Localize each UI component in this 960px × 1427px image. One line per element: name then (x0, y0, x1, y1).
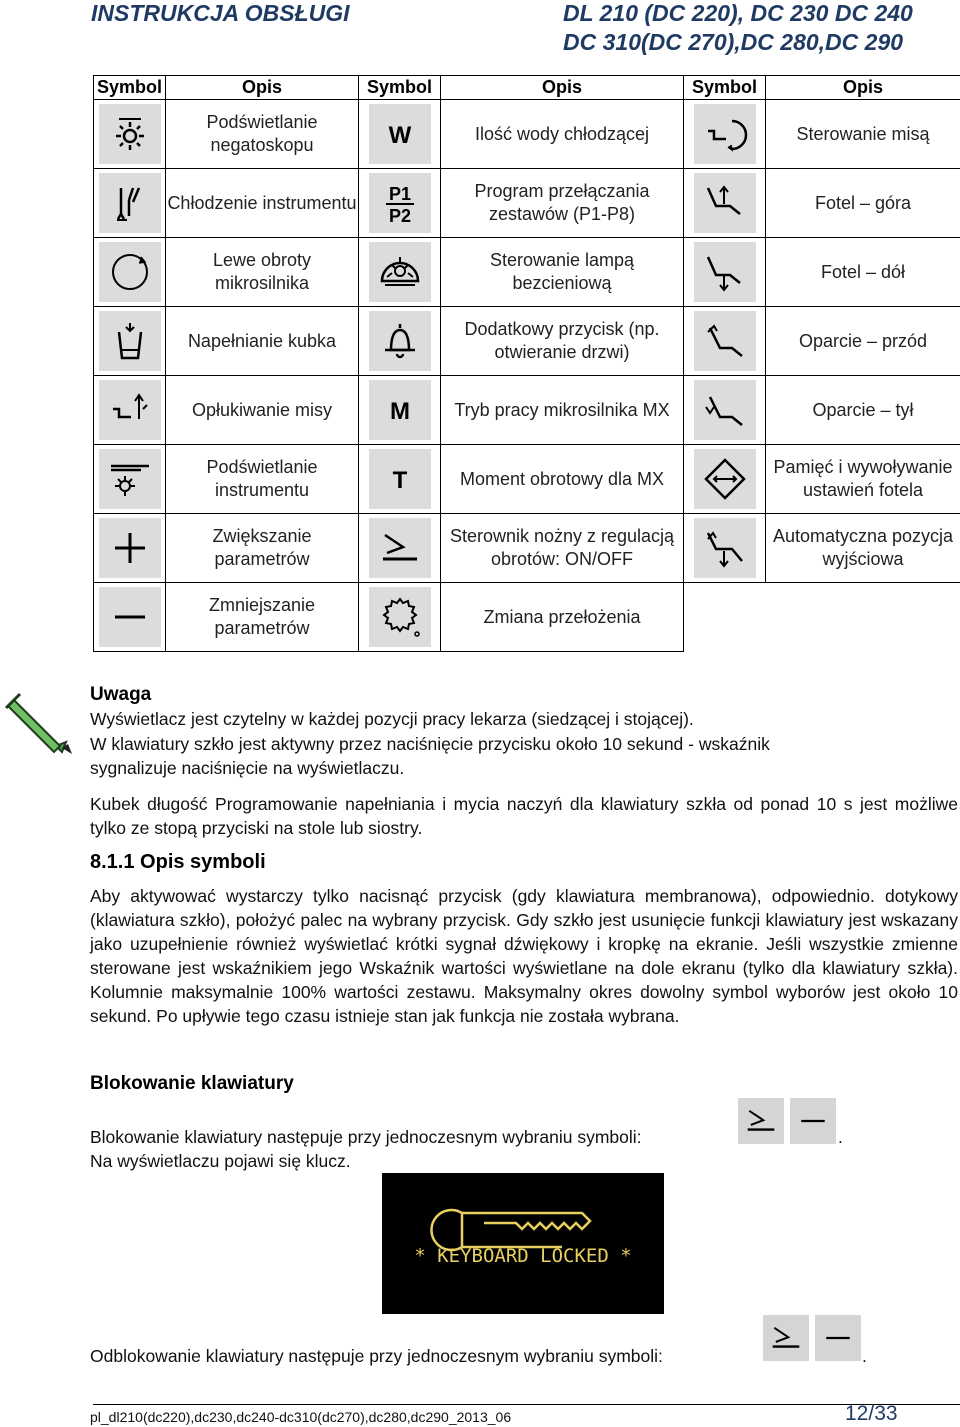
note-kubek-paragraph: Kubek długość Programowanie napełniania i mycia naczyń dla klawiatury szkła od ponad 10 s jest możliwe tylko ze stopą przyciski na stole lub siostry. (90, 794, 958, 838)
note-line-1: Wyświetlacz jest czytelny w każdej pozycji pracy lekarza (siedzącej i stojącej). (90, 709, 694, 729)
svg-text:W: W (388, 122, 411, 149)
manual-title: INSTRUKCJA OBSŁUGI (91, 0, 350, 26)
cell-label: Napełnianie kubka (166, 307, 359, 376)
pencil-icon (4, 692, 76, 756)
footer-divider (93, 1404, 960, 1405)
cell-label: Ilość wody chłodzącej (441, 100, 684, 169)
svg-text:T: T (392, 467, 407, 494)
table-row (94, 169, 960, 238)
table-row (94, 238, 960, 307)
gear-ratio-icon (369, 587, 431, 647)
cell-label: Podświetlanie instrumentu (166, 445, 359, 514)
table-row (94, 376, 960, 445)
program-p1-p2-icon (369, 173, 431, 233)
footer-code: pl_dl210(dc220),dc230,dc240-dc310(dc270),dc280,dc290_2013_06 (90, 1409, 512, 1425)
lcd-display (382, 1173, 664, 1314)
note-line-3: sygnalizuje naciśnięcie na wyświetlaczu. (90, 758, 405, 778)
lock-heading: Blokowanie klawiatury (90, 1073, 294, 1094)
bowl-rotate-icon (694, 104, 756, 164)
cell-label: Zwiększanie parametrów (166, 514, 359, 583)
plus-icon (99, 518, 161, 578)
page-number: 12/33 (845, 1402, 898, 1425)
mode-m-icon (369, 380, 431, 440)
cell-label: Oparcie – przód (766, 307, 960, 376)
rotation-left-icon (99, 242, 161, 302)
cell-label: Pamięć i wywoływanie ustawień fotela (766, 445, 960, 514)
lock-line-2: Na wyświetlaczu pojawi się klucz. (90, 1151, 351, 1171)
chair-up-icon (694, 173, 756, 233)
negatoscope-light-icon (99, 104, 161, 164)
cell-label: Fotel – dół (766, 238, 960, 307)
cell-label: Moment obrotowy dla MX (441, 445, 684, 514)
svg-text:P1: P1 (388, 184, 411, 204)
lock-period: . (838, 1127, 843, 1147)
model-line-2: DC 310(DC 270),DC 280,DC 290 (563, 29, 904, 55)
bowl-rinse-icon (99, 380, 161, 440)
cell-label: Fotel – góra (766, 169, 960, 238)
cell-label: Oparcie – tył (766, 376, 960, 445)
cell-label: Zmniejszanie parametrów (166, 583, 359, 652)
table-row (94, 100, 960, 169)
section-body: Aby aktywować wystarczy tylko nacisnąć przycisk (gdy klawiatura membranowa), odpowiednio. dotykowy (klawiatura szkło), położyć palec na wybrany przycisk. Gdy szkło jest usunięcie funkcji klawiatury jest wskazany jako uzupełnienie również wyświetlać krótki sygnał dźwiękowy i kropkę na ekranie. Jeśli wszystkie zmienne sterowane jest wskaźnikiem jego Wskaźnik wartości wyświetlane na dole ekranu (tylko dla klawiatury szkła). Kolumnie maksymalnie 100% wartości zestawu. Maksymalny okres dowolny symbol wyborów jest około 10 sekund. Po upływie tego czasu istnieje stan jak funkcja nie została wybrana. (90, 886, 958, 1026)
table-row (94, 583, 960, 652)
foot-control-key-icon (763, 1315, 809, 1361)
bell-icon (369, 311, 431, 371)
svg-text:P2: P2 (388, 206, 411, 226)
torque-t-icon (369, 449, 431, 509)
minus-key-icon (790, 1098, 836, 1144)
col-header-opis: Opis (766, 76, 960, 100)
minus-icon (99, 587, 161, 647)
col-header-symbol: Symbol (684, 76, 766, 100)
water-w-icon (369, 104, 431, 164)
cell-label: Opłukiwanie misy (166, 376, 359, 445)
section-heading: 8.1.1 Opis symboli (90, 851, 266, 873)
backrest-forward-icon (694, 311, 756, 371)
col-header-opis: Opis (441, 76, 684, 100)
foot-control-key-icon (738, 1098, 784, 1144)
shadowless-lamp-icon (369, 242, 431, 302)
cell-label: Tryb pracy mikrosilnika MX (441, 376, 684, 445)
key-icon (382, 1173, 664, 1314)
cell-label: Zmiana przełożenia (441, 583, 684, 652)
cell-label: Dodatkowy przycisk (np. otwieranie drzwi) (441, 307, 684, 376)
cell-label: Program przełączania zestawów (P1-P8) (441, 169, 684, 238)
svg-text:M: M (389, 398, 410, 425)
backrest-back-icon (694, 380, 756, 440)
cup-fill-icon (99, 311, 161, 371)
col-header-opis: Opis (166, 76, 359, 100)
cell-label: Sterowanie misą (766, 100, 960, 169)
model-line-1: DL 210 (DC 220), DC 230 DC 240 (563, 0, 913, 26)
table-row (94, 445, 960, 514)
minus-key-icon (815, 1315, 861, 1361)
table-row (94, 307, 960, 376)
cell-label: Lewe obroty mikrosilnika (166, 238, 359, 307)
cell-label: Sterownik nożny z regulacją obrotów: ON/OFF (441, 514, 684, 583)
instrument-light-icon (99, 449, 161, 509)
cell-label: Automatyczna pozycja wyjściowa (766, 514, 960, 583)
cell-label: Chłodzenie instrumentu (166, 169, 359, 238)
foot-control-icon (369, 518, 431, 578)
col-header-symbol: Symbol (94, 76, 166, 100)
lcd-text: * KEYBOARD LOCKED * (414, 1245, 632, 1267)
chair-down-icon (694, 242, 756, 302)
table-row (94, 514, 960, 583)
cell-label: Podświetlanie negatoskopu (166, 100, 359, 169)
exit-position-icon (694, 518, 756, 578)
note-title: Uwaga (90, 684, 152, 705)
instrument-cooling-icon (99, 173, 161, 233)
symbol-table (93, 75, 960, 652)
note-line-2: W klawiatury szkło jest aktywny przez naciśnięcie przycisku około 10 sekund - wskaźnik (90, 734, 770, 754)
col-header-symbol: Symbol (359, 76, 441, 100)
unlock-line: Odblokowanie klawiatury następuje przy jednoczesnym wybraniu symboli: (90, 1346, 663, 1366)
unlock-period: . (862, 1346, 867, 1366)
memory-diamond-icon (694, 449, 756, 509)
cell-label: Sterowanie lampą bezcieniową (441, 238, 684, 307)
table-header-row (94, 76, 960, 100)
lock-line-1: Blokowanie klawiatury następuje przy jednoczesnym wybraniu symboli: (90, 1127, 642, 1147)
